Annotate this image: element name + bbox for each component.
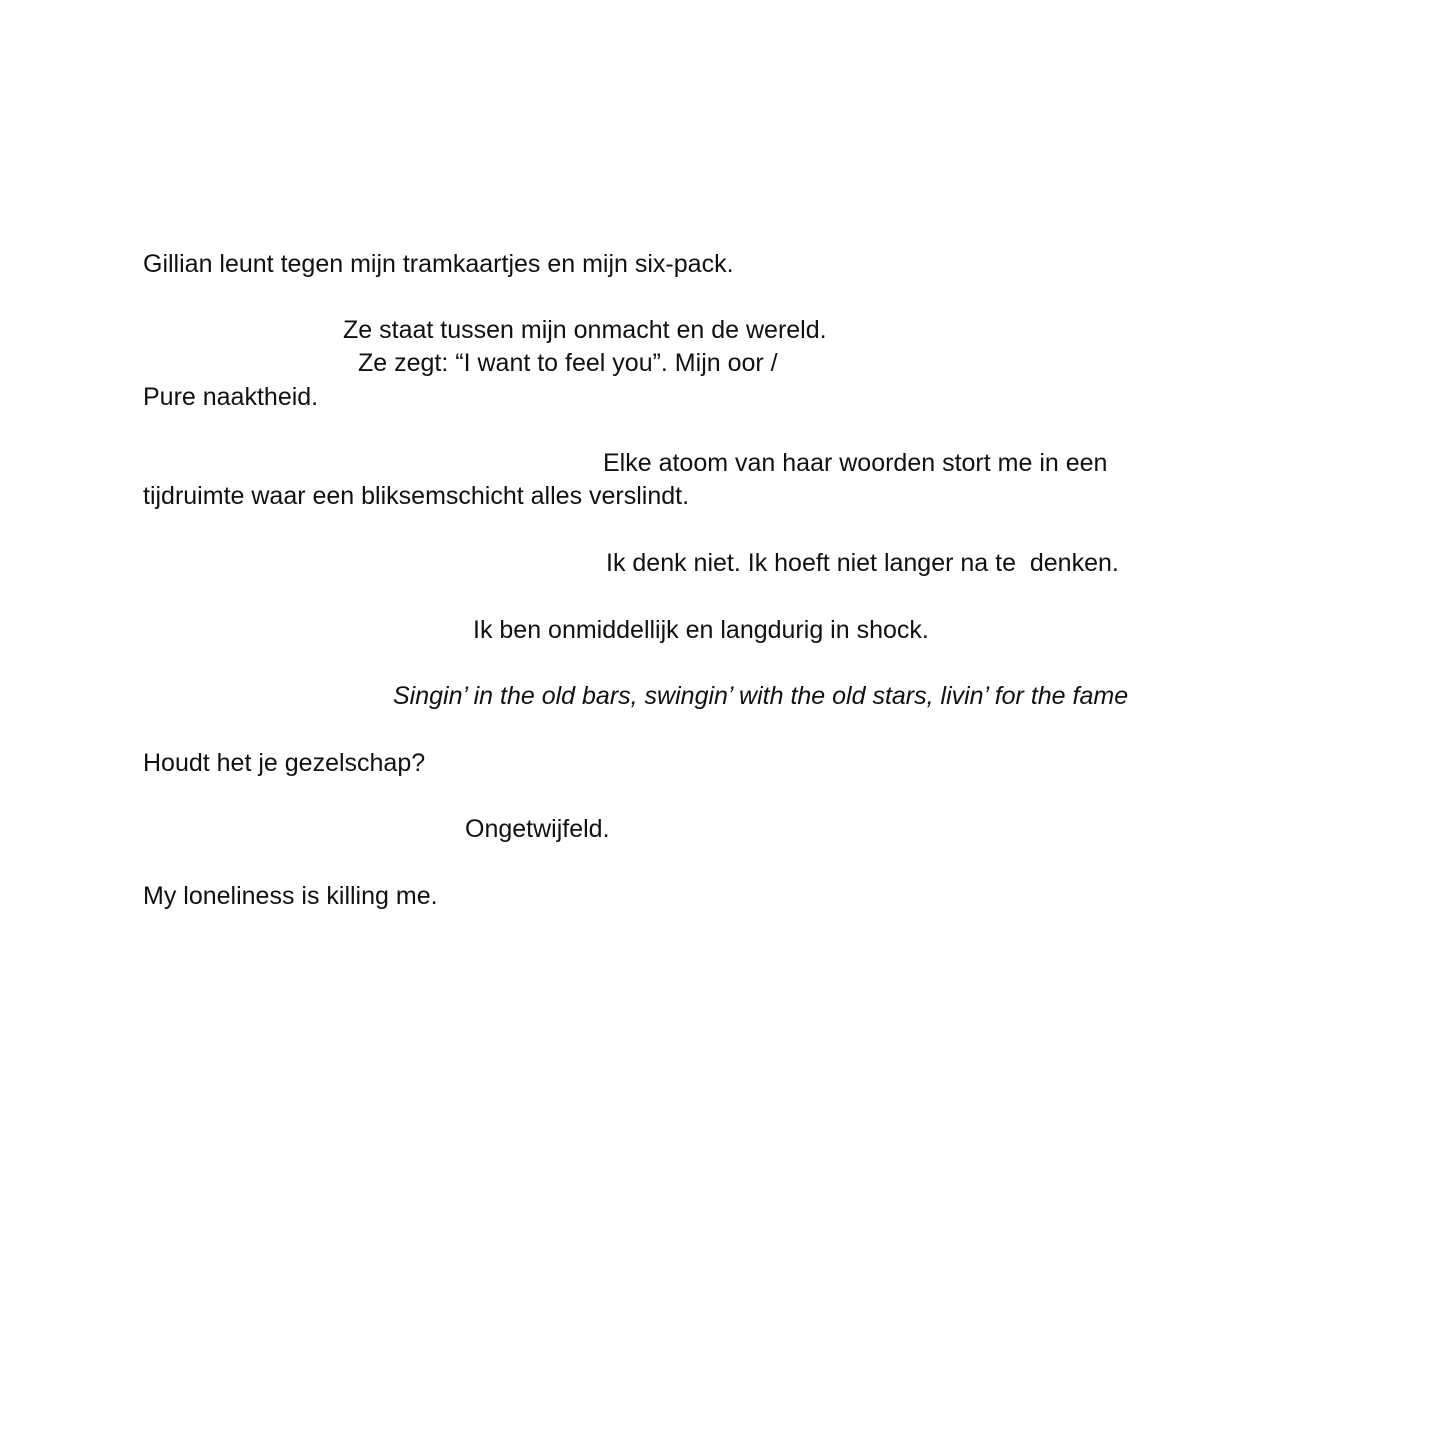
poem-line: Pure naaktheid. xyxy=(143,383,319,411)
poem-line: Ik ben onmiddellijk en langdurig in shock. xyxy=(473,616,929,644)
poem-line: Ongetwijfeld. xyxy=(465,815,610,843)
poem-line: Houdt het je gezelschap? xyxy=(143,749,426,777)
poem-line: Gillian leunt tegen mijn tramkaartjes en mijn six-pack. xyxy=(143,250,734,278)
poem-line: Ik denk niet. Ik hoeft niet langer na te denken. xyxy=(606,549,1119,577)
poem-line: Elke atoom van haar woorden stort me in een xyxy=(603,449,1108,477)
poem-line: My loneliness is killing me. xyxy=(143,882,438,910)
poem-line: Ze staat tussen mijn onmacht en de wereld. xyxy=(343,316,827,344)
poem-line-italic: Singin’ in the old bars, swingin’ with the old stars, livin’ for the fame xyxy=(393,682,1129,710)
poem-line: Ze zegt: “I want to feel you”. Mijn oor / xyxy=(358,349,778,377)
poem-line: tijdruimte waar een bliksemschicht alles verslindt. xyxy=(143,482,690,510)
